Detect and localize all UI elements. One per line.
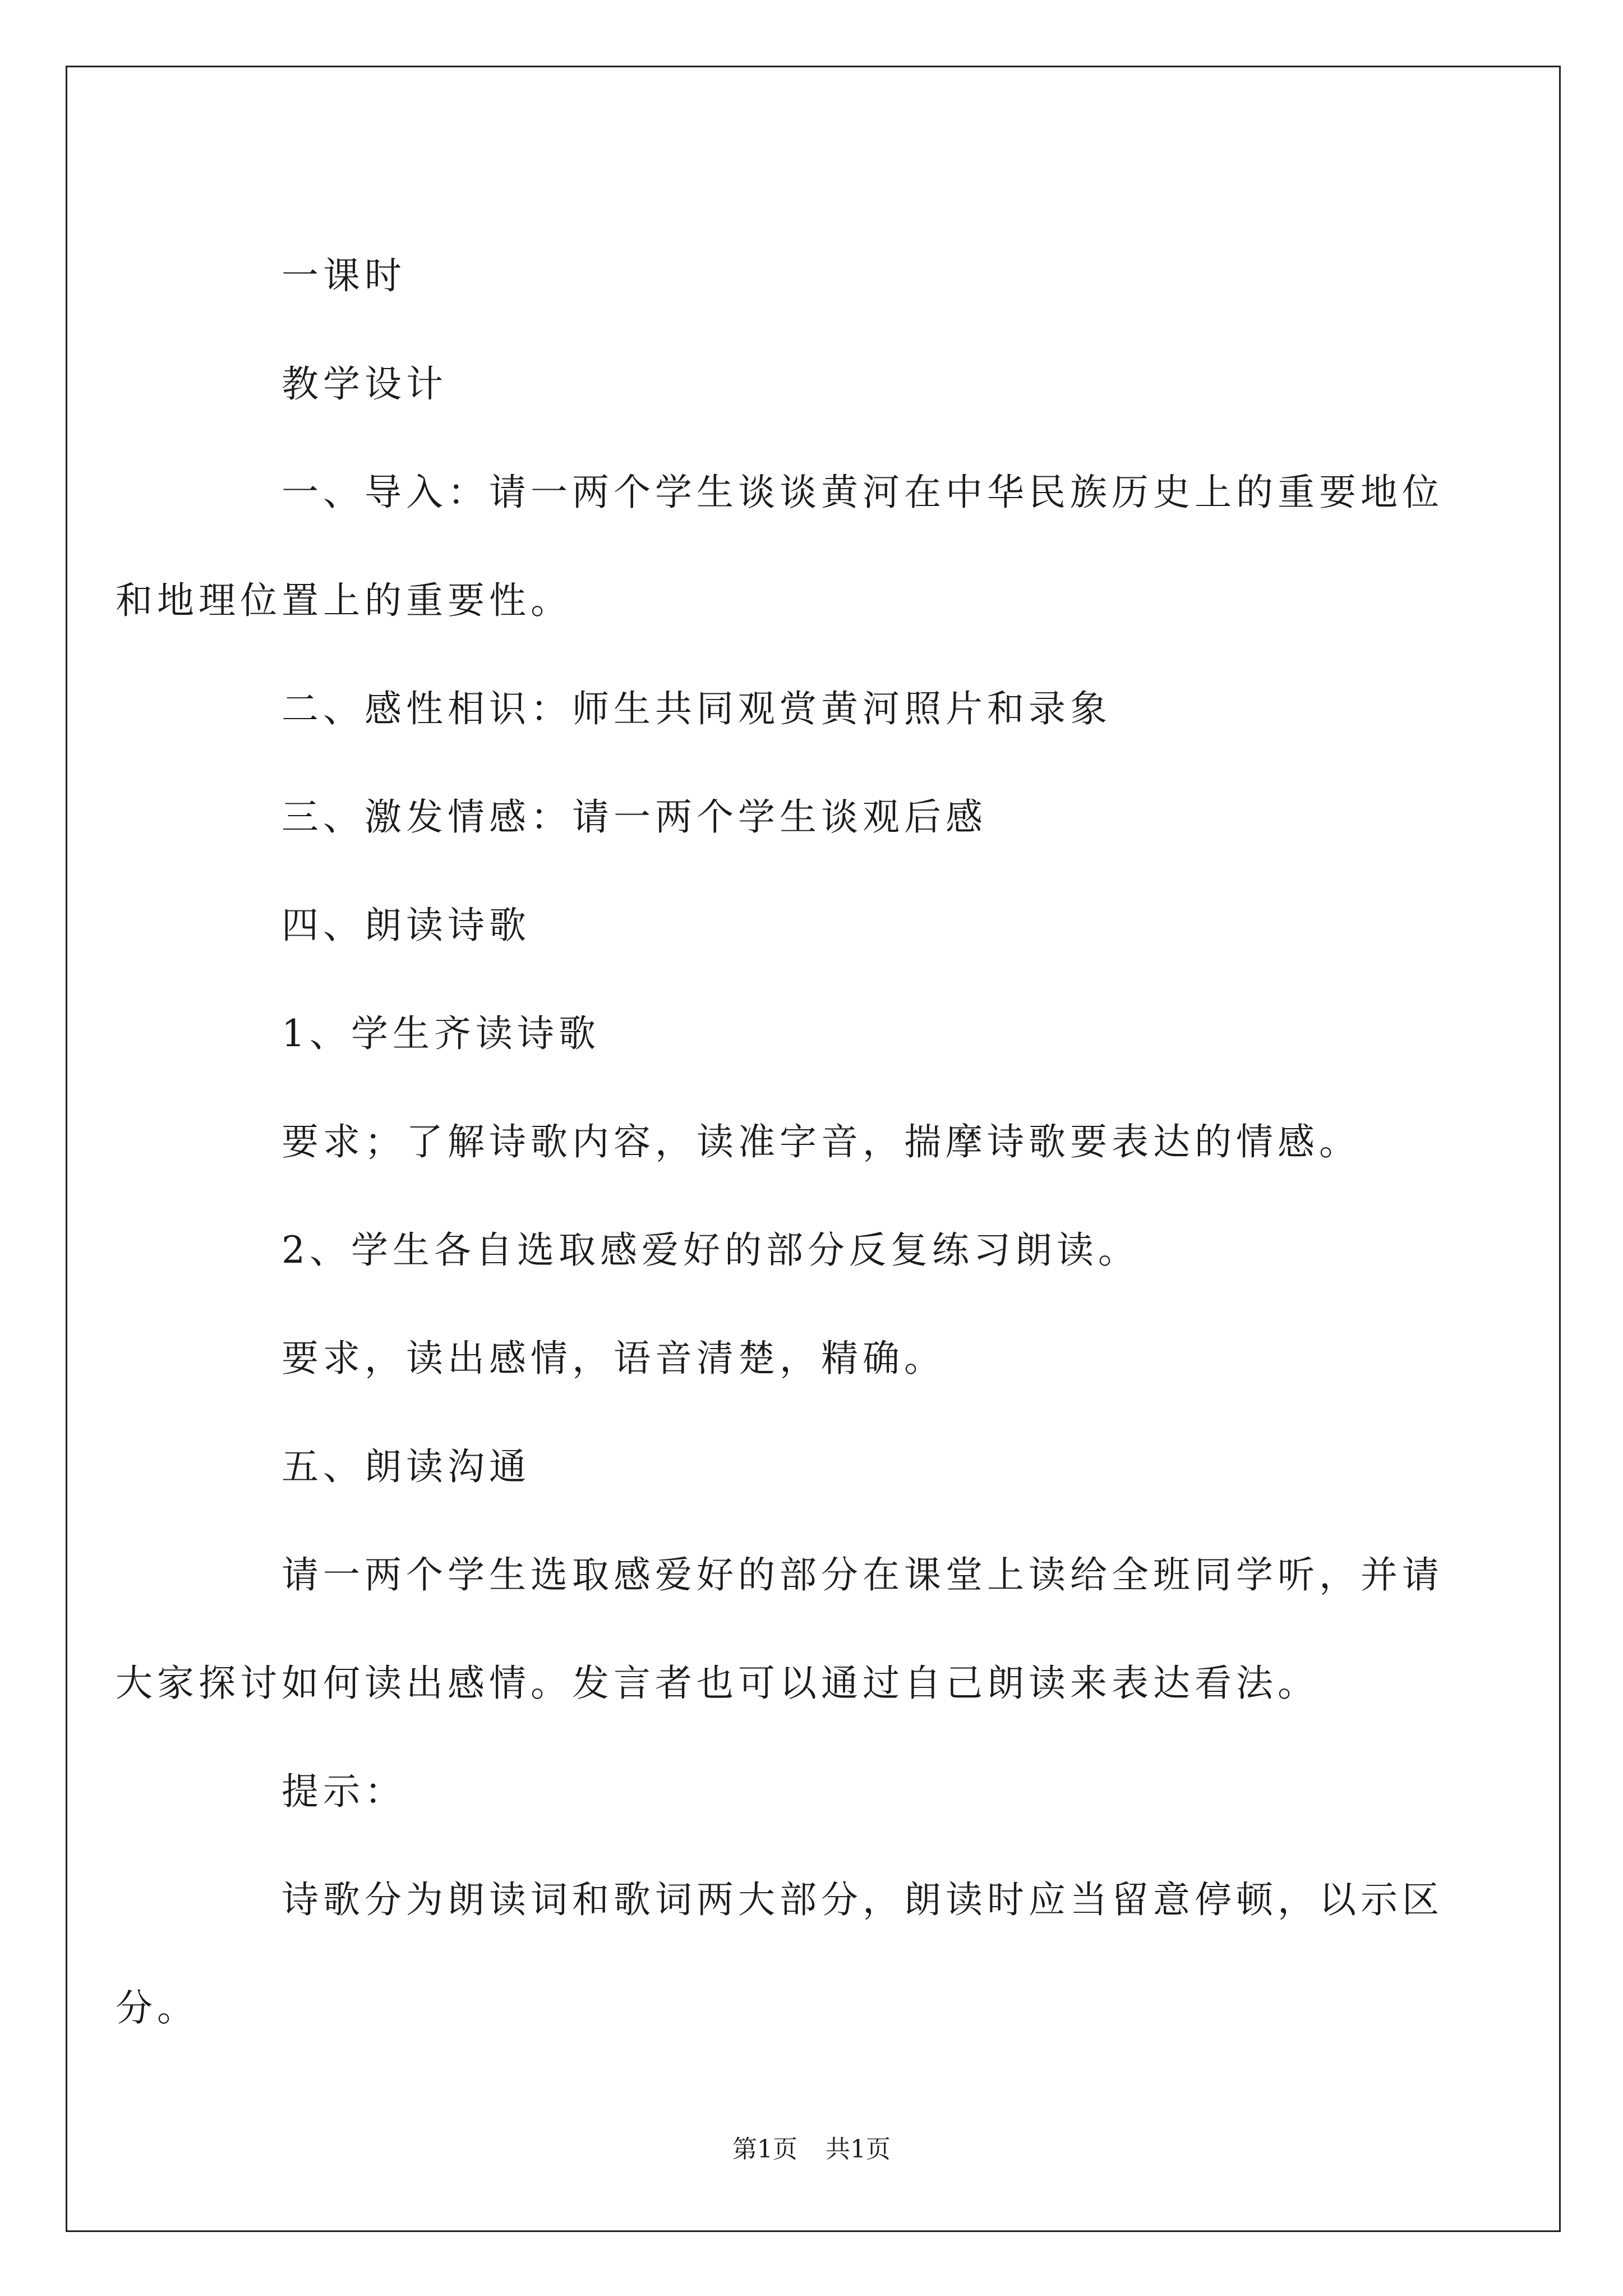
paragraph: 四、朗读诗歌 xyxy=(282,904,531,947)
page-footer xyxy=(0,2129,1623,2165)
paragraph: 提示： xyxy=(282,1770,406,1813)
paragraph: 一课时 xyxy=(282,254,406,297)
paragraph-line: 一、导入：请一两个学生谈谈黄河在中华民族历史上的重要地位 xyxy=(282,471,1444,514)
paragraph: 要求，读出感情，语音清楚，精确。 xyxy=(282,1337,946,1380)
paragraph: 二、感性相识：师生共同观赏黄河照片和录象 xyxy=(282,687,1112,730)
paragraph: 要求；了解诗歌内容，读准字音，揣摩诗歌要表达的情感。 xyxy=(282,1120,1361,1163)
paragraph-line: 和地理位置上的重要性。 xyxy=(116,579,572,622)
page-number: 第1页 xyxy=(732,2135,797,2164)
paragraph: 五、朗读沟通 xyxy=(282,1445,531,1488)
paragraph: 三、激发情感：请一两个学生谈观后感 xyxy=(282,795,987,839)
paragraph xyxy=(116,438,1444,655)
paragraph: 教学设计 xyxy=(282,362,448,406)
paragraph xyxy=(116,1521,1444,1737)
page-total: 共1页 xyxy=(826,2135,891,2164)
document-body xyxy=(116,222,1444,2062)
paragraph-line: 请一两个学生选取感爱好的部分在课堂上读给全班同学听，并请 xyxy=(282,1553,1444,1596)
paragraph xyxy=(116,1846,1444,2062)
paragraph-line: 诗歌分为朗读词和歌词两大部分，朗读时应当留意停顿，以示区 xyxy=(282,1878,1444,1921)
paragraph-line: 分。 xyxy=(116,1986,199,2030)
paragraph-line: 大家探讨如何读出感情。发言者也可以通过自己朗读来表达看法。 xyxy=(116,1662,1319,1705)
paragraph: 2、学生各自选取感爱好的部分反复练习朗读。 xyxy=(282,1228,1140,1272)
paragraph: 1、学生齐读诗歌 xyxy=(282,1012,600,1055)
